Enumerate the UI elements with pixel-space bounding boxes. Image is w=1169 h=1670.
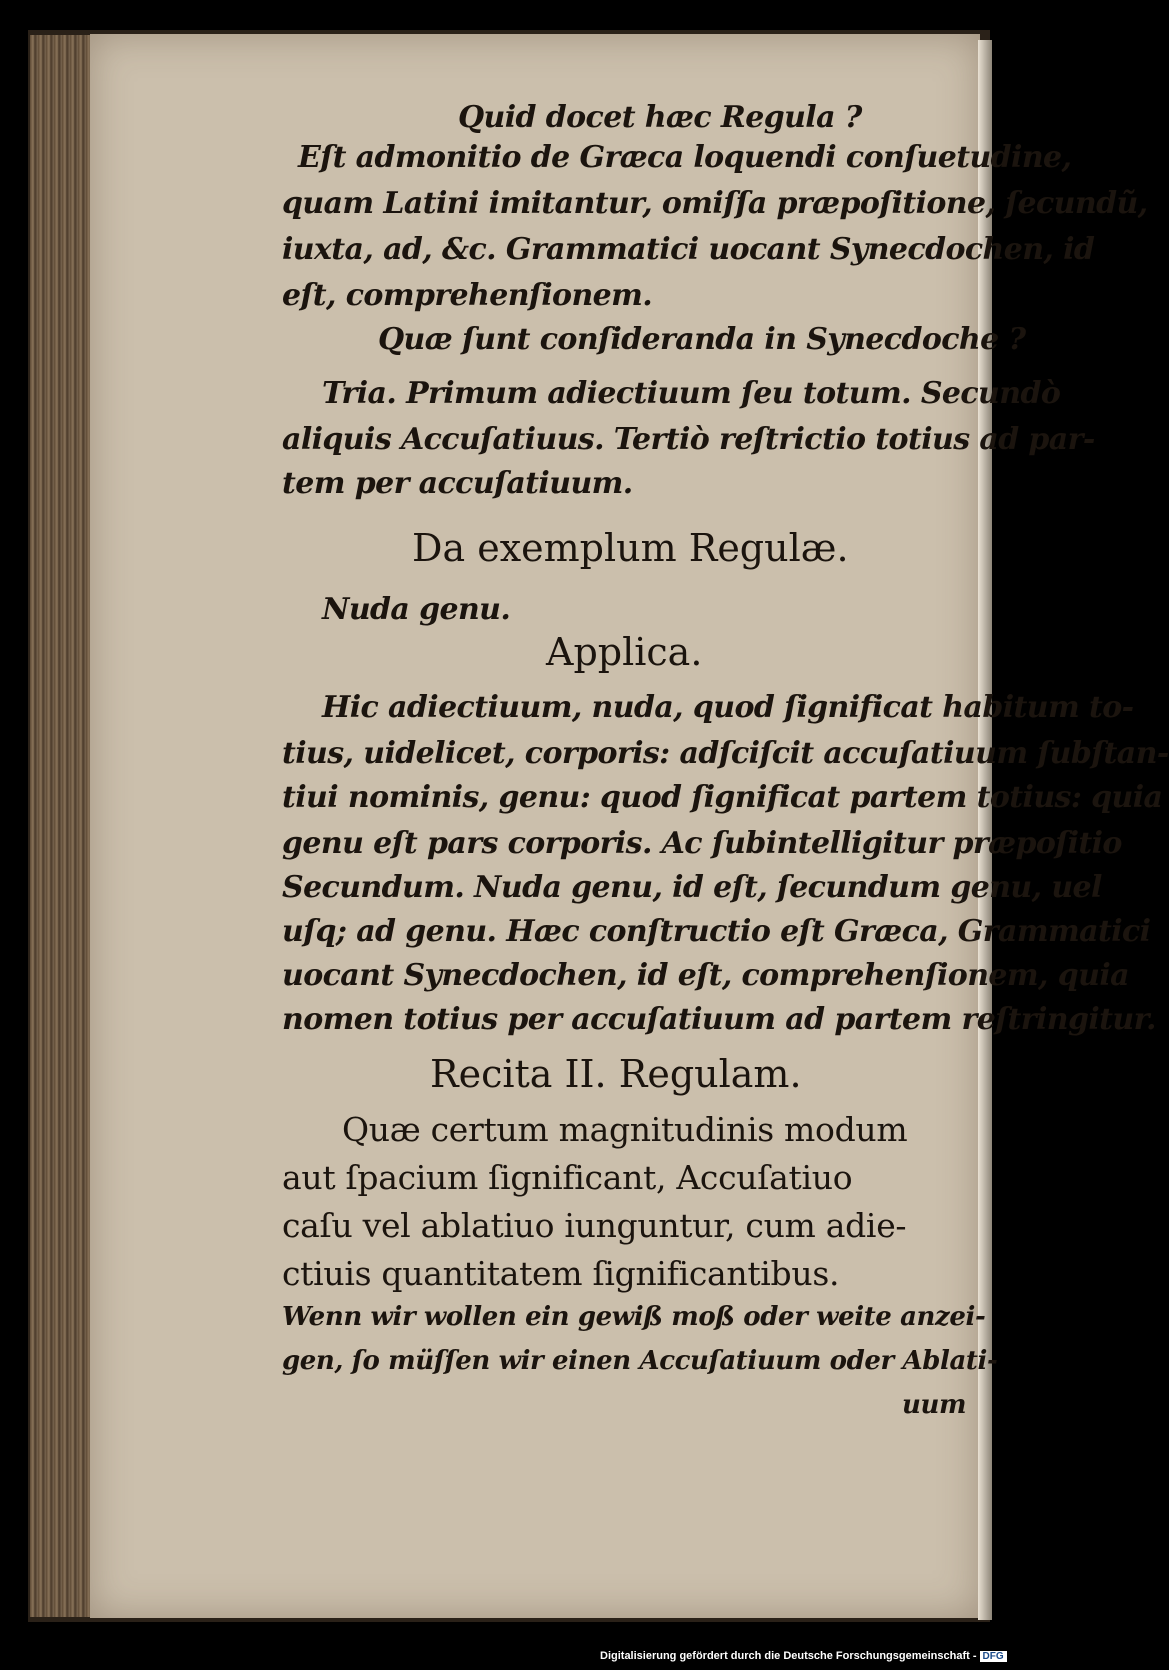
text-line: tem per accuſatiuum. [282,466,633,501]
text-line: iuxta, ad, &c. Grammatici uocant Synecdochen, id [282,232,1095,267]
text-line: tius, uidelicet, corporis: adſciſcit accuſatiuum ſubſtan- [282,736,1169,771]
rule-text: aut ſpacium ſignificant, Accuſatiuo [282,1158,853,1197]
text-line: nomen totius per accuſatiuum ad partem reſtringitur. [282,1002,1156,1037]
text-line: tiui nominis, genu: quod ſignificat partem totius: quia [282,780,1163,815]
question-heading: Quid docet hæc Regula ? [458,100,862,135]
text-line: Eſt admonitio de Græca loquendi conſuetudine, [298,140,1072,175]
rule-text: ctiuis quantitatem ſignificantibus. [282,1254,840,1293]
text-line: uſq; ad genu. Hæc conſtructio eſt Græca, Grammatici [282,914,1151,949]
section-heading: Da exemplum Regulæ. [412,526,849,570]
text-line: Hic adiectiuum, nuda, quod ſignificat habitum to- [322,690,1134,725]
text-line: Secundum. Nuda genu, id eſt, ſecundum genu, uel [282,870,1102,905]
credit-text: Digitalisierung gefördert durch die Deutsche Forschungsgemeinschaft - [600,1650,977,1662]
rule-text: Quæ certum magnitudinis modum [342,1110,908,1149]
text-line: Tria. Primum adiectiuum ſeu totum. Secundò [322,376,1061,411]
text-line: uocant Synecdochen, id eſt, comprehenſionem, quia [282,958,1129,993]
section-heading: Recita II. Regulam. [430,1052,802,1096]
question-heading: Quæ ſunt conſideranda in Synecdoche ? [378,322,1026,357]
example-text: Nuda genu. [322,592,511,627]
text-line: eſt, comprehenſionem. [282,278,653,313]
catchword: uum [902,1390,967,1420]
section-heading: Applica. [546,630,703,674]
digitization-credit [600,1650,1007,1662]
text-line: aliquis Accuſatiuus. Tertiò reſtrictio totius ad par- [282,422,1095,457]
page-edges [30,35,92,1617]
text-line: genu eſt pars corporis. Ac ſubintelligitur præpoſitio [282,826,1122,861]
german-text: gen, ſo müſſen wir einen Accuſatiuum oder Ablati- [282,1346,998,1376]
text-line: quam Latini imitantur, omiſſa præpoſitione, ſecundũ, [282,186,1148,221]
german-text: Wenn wir wollen ein gewiß moß oder weite anzei- [282,1302,986,1332]
rule-text: caſu vel ablatiuo iunguntur, cum adie- [282,1206,907,1245]
dfg-logo: DFG [980,1651,1007,1662]
